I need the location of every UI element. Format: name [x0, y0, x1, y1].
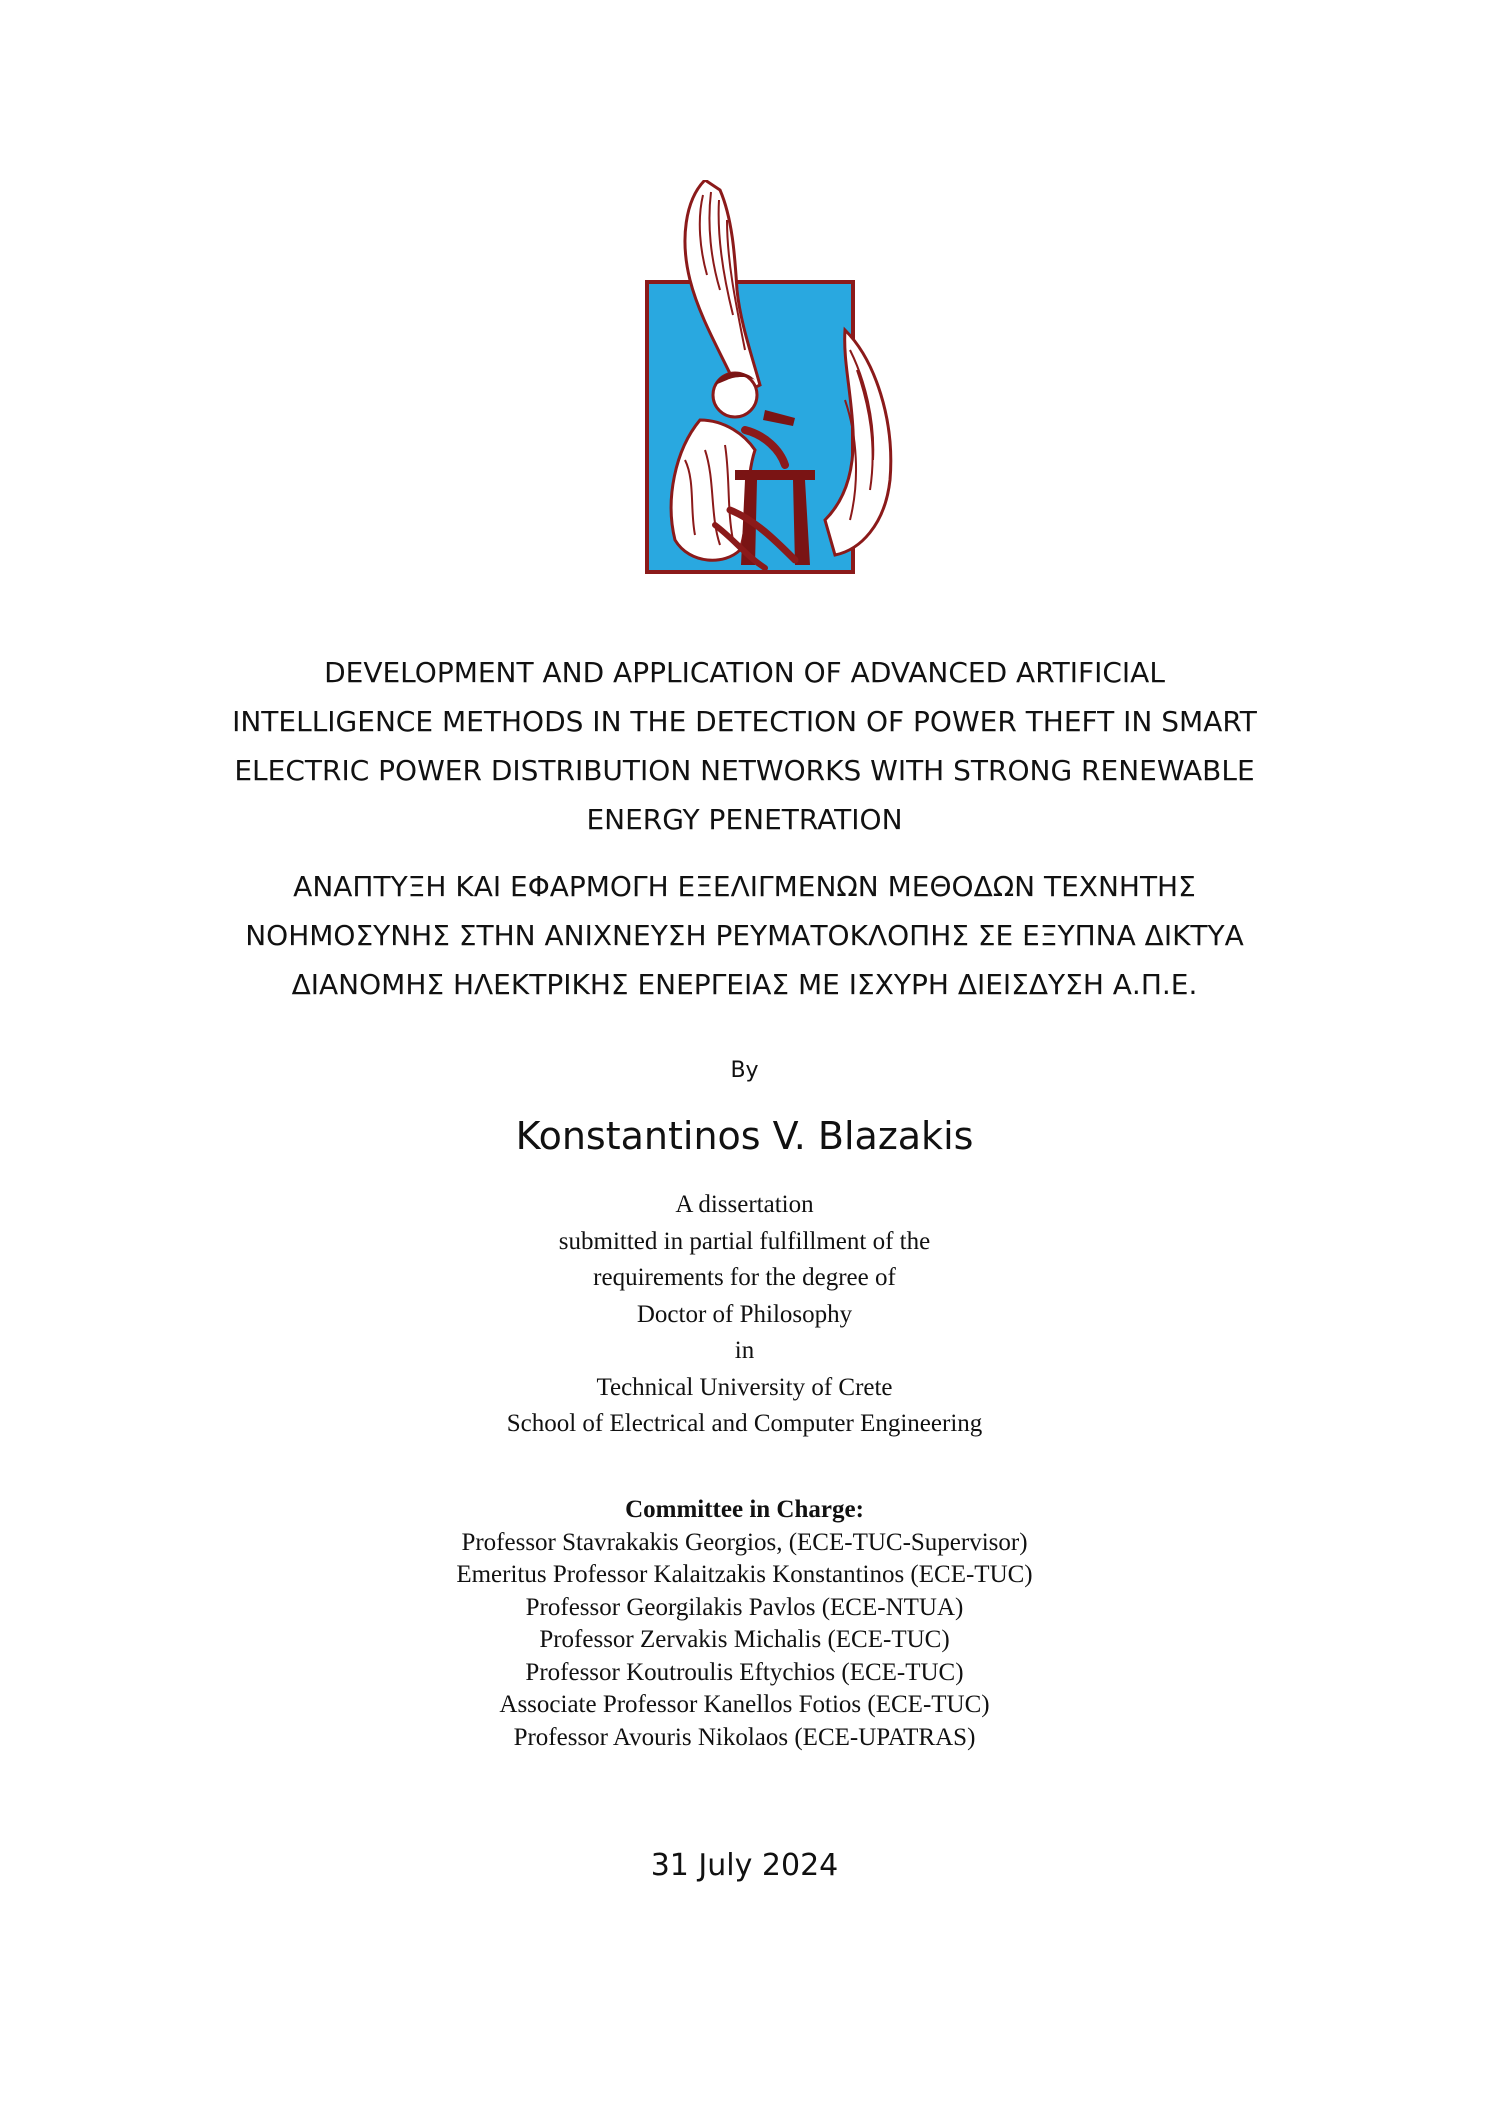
title-gr-line: ΔΙΑΝΟΜΗΣ ΗΛΕΚΤΡΙΚΗΣ ΕΝΕΡΓΕΙΑΣ ΜΕ ΙΣΧΥΡΗ ΔΙΕΙΣΔΥΣΗ Α.Π.Ε. — [291, 968, 1198, 1001]
title-en-line: DEVELOPMENT AND APPLICATION OF ADVANCED ARTIFICIAL — [324, 656, 1165, 689]
title-gr-line: ΝΟΗΜΟΣΥΝΗΣ ΣΤΗΝ ΑΝΙΧΝΕΥΣΗ ΡΕΥΜΑΤΟΚΛΟΠΗΣ ΣΕ ΕΞΥΠΝΑ ΔΙΚΤΥΑ — [245, 919, 1244, 952]
title-greek — [200, 862, 1289, 1009]
submission-date: 31 July 2024 — [650, 1848, 839, 1883]
title-english — [200, 648, 1289, 844]
committee-member: Professor Zervakis Michalis (ECE-TUC) — [539, 1626, 950, 1653]
dissertation-line: Technical University of Crete — [596, 1373, 893, 1401]
committee-member: Professor Koutroulis Eftychios (ECE-TUC) — [525, 1658, 964, 1686]
dissertation-statement — [0, 1187, 1489, 1443]
committee-heading: Committee in Charge: — [625, 1496, 864, 1523]
by-label: By — [730, 1058, 759, 1083]
tuc-logo-icon — [645, 180, 900, 575]
committee-member: Professor Georgilakis Pavlos (ECE-NTUA) — [525, 1593, 964, 1621]
dissertation-line: School of Electrical and Computer Engineering — [506, 1410, 983, 1437]
committee-member: Associate Professor Kanellos Fotios (ECE-TUC) — [499, 1691, 990, 1718]
title-gr-line: ΑΝΑΠΤΥΞΗ ΚΑΙ ΕΦΑΡΜΟΓΗ ΕΞΕΛΙΓΜΕΝΩΝ ΜΕΘΟΔΩΝ ΤΕΧΝΗΤΗΣ — [293, 870, 1196, 903]
committee-member: Professor Avouris Nikolaos (ECE-UPATRAS) — [513, 1723, 976, 1751]
dissertation-line: Doctor of Philosophy — [636, 1300, 853, 1328]
title-en-line: ENERGY PENETRATION — [586, 803, 903, 836]
committee-section — [0, 1494, 1489, 1754]
title-en-line: ELECTRIC POWER DISTRIBUTION NETWORKS WITH STRONG RENEWABLE — [234, 754, 1255, 787]
committee-member: Professor Stavrakakis Georgios, (ECE-TUC-Supervisor) — [461, 1528, 1028, 1556]
dissertation-line: requirements for the degree of — [593, 1264, 896, 1291]
author-name: Konstantinos V. Blazakis — [515, 1114, 974, 1158]
dissertation-line: A dissertation — [675, 1191, 814, 1218]
title-en-line: INTELLIGENCE METHODS IN THE DETECTION OF POWER THEFT IN SMART — [232, 705, 1257, 738]
dissertation-line: submitted in partial fulfillment of the — [558, 1227, 931, 1255]
committee-member: Emeritus Professor Kalaitzakis Konstantinos (ECE-TUC) — [456, 1561, 1033, 1588]
dissertation-line: in — [734, 1337, 755, 1364]
